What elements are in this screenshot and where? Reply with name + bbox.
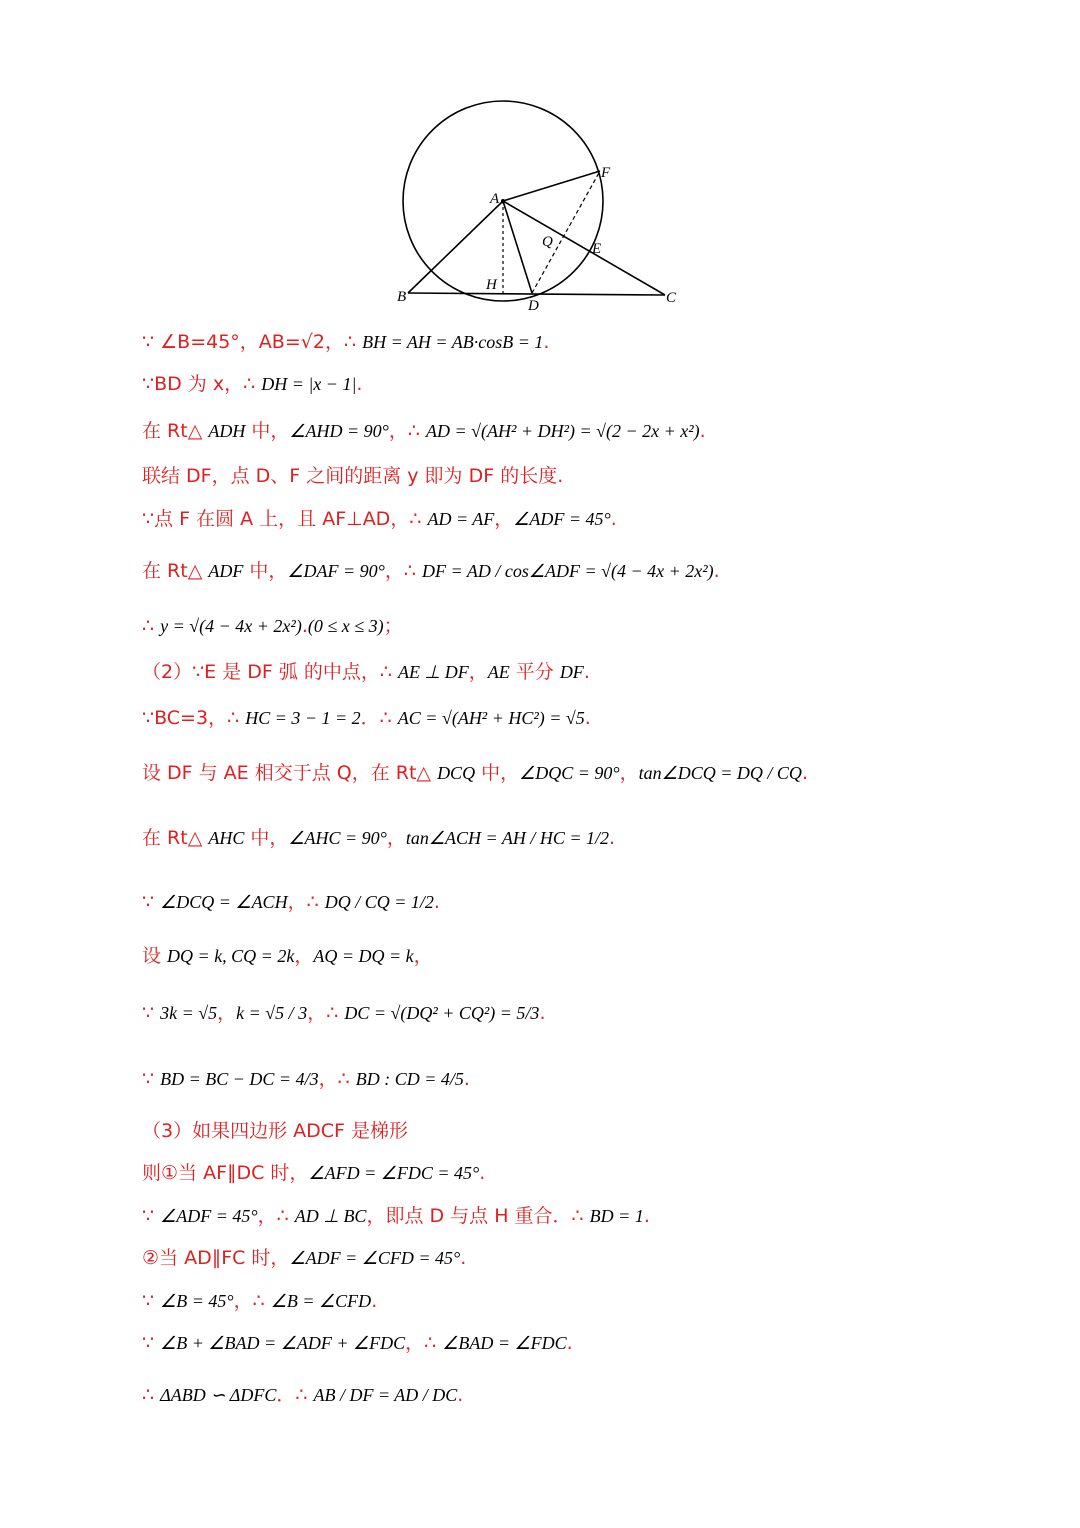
math-expression: BD : CD = 4/5 xyxy=(355,1069,464,1089)
solution-text-run: . xyxy=(609,827,616,849)
solution-text-run: ， xyxy=(619,762,639,784)
math-expression: ∠DCQ = ∠ACH xyxy=(160,892,288,912)
solution-line xyxy=(142,327,549,358)
math-expression: AD = AF xyxy=(427,509,495,529)
math-expression: DH = |x − 1| xyxy=(261,374,357,394)
solution-text-run: 中， xyxy=(245,420,290,442)
solution-text-run: . xyxy=(301,615,308,637)
solution-text-run: ．∴ xyxy=(360,707,398,729)
math-expression: AE ⊥ DF xyxy=(398,662,469,682)
solution-text-run: ∵点 F 在圆 A 上，且 AF⊥AD，∴ xyxy=(142,508,428,530)
solution-text-run: . xyxy=(479,1162,486,1184)
math-expression: DQ / CQ = 1/2 xyxy=(324,892,434,912)
solution-text-run: ， xyxy=(468,661,488,683)
solution-text-run: ∵ xyxy=(142,1205,161,1227)
math-expression: ∠B = 45° xyxy=(160,1291,234,1311)
math-expression: k = √5 / 3 xyxy=(236,1003,308,1023)
label-e: E xyxy=(592,241,602,257)
solution-text-run: （2）∵E 是 DF 弧 的中点，∴ xyxy=(142,661,399,683)
solution-text-run: . xyxy=(371,1290,378,1312)
solution-text-run: ，∴ xyxy=(388,420,427,442)
solution-text-run: . xyxy=(699,420,706,442)
solution-line xyxy=(142,823,615,854)
solution-line xyxy=(142,504,617,535)
math-expression: ∠DAF = 90° xyxy=(287,561,385,581)
solution-text-run: . xyxy=(584,707,591,729)
solution-text-run: 则①当 AF∥DC 时， xyxy=(142,1162,309,1184)
math-expression: DF = AD / cos∠ADF = √(4 − 4x + 2x²) xyxy=(422,561,714,581)
solution-line xyxy=(142,1116,408,1147)
math-expression: ∠AHD = 90° xyxy=(289,421,389,441)
solution-text-run: ．∴ xyxy=(276,1384,314,1406)
label-a: A xyxy=(490,191,500,207)
solution-text-run: ， xyxy=(217,1002,237,1024)
math-expression: ADF xyxy=(208,561,244,581)
math-expression: DF xyxy=(559,662,584,682)
math-expression: tan∠DCQ = DQ / CQ xyxy=(638,763,802,783)
math-expression: tan∠ACH = AH / HC = 1/2 xyxy=(405,828,609,848)
point-a xyxy=(501,199,505,203)
solution-text-run: ②当 AD∥FC 时， xyxy=(142,1247,290,1269)
math-expression: AB / DF = AD / DC xyxy=(313,1385,458,1405)
solution-text-run: . xyxy=(610,508,617,530)
solution-text-run: ， xyxy=(413,945,433,967)
solution-text-run: 平分 xyxy=(509,661,560,683)
math-expression: ∠B = ∠CFD xyxy=(270,1291,372,1311)
solution-text-run: . xyxy=(463,1068,470,1090)
math-expression: ∠BAD = ∠FDC xyxy=(442,1333,567,1353)
math-expression: AC = √(AH² + HC²) = √5 xyxy=(397,708,585,728)
solution-text-run: 在 Rt△ xyxy=(142,827,209,849)
math-expression: DCQ xyxy=(437,763,476,783)
solution-text-run: ∴ xyxy=(343,331,363,353)
solution-text-run: ∴ xyxy=(243,373,262,395)
solution-text-run: ∵ xyxy=(142,891,161,913)
solution-text-run: 在 Rt△ xyxy=(142,420,209,442)
math-expression: ∠ADF = 45° xyxy=(513,509,611,529)
solution-text-run: . xyxy=(643,1205,650,1227)
solution-text-run: . xyxy=(566,1332,573,1354)
solution-text-run: . xyxy=(460,1247,467,1269)
math-expression: ∠AFD = ∠FDC = 45° xyxy=(308,1163,480,1183)
solution-text-run: ∴ xyxy=(142,1384,161,1406)
solution-text-run: （3）如果四边形 ADCF 是梯形 xyxy=(142,1120,408,1142)
math-expression: ∠DQC = 90° xyxy=(519,763,620,783)
math-expression: y = √(4 − 4x + 2x²) xyxy=(160,616,302,636)
solution-text-run: ，∴ xyxy=(307,1002,345,1024)
solution-text-run: 在 Rt△ xyxy=(142,560,209,582)
solution-text-run: ， xyxy=(386,827,406,849)
solution-line xyxy=(142,657,590,688)
math-expression: AHC xyxy=(208,828,245,848)
solution-text-run: 设 xyxy=(142,945,168,967)
math-expression: 3k = √5 xyxy=(160,1003,218,1023)
solution-line xyxy=(142,1380,463,1411)
solution-line xyxy=(142,461,563,492)
solution-text-run: 中， xyxy=(243,560,288,582)
solution-line xyxy=(142,887,440,918)
solution-text-run: ∵ xyxy=(142,1068,161,1090)
solution-line xyxy=(142,556,720,587)
solution-text-run: . xyxy=(433,891,440,913)
solution-line xyxy=(142,369,362,400)
geometry-figure xyxy=(380,95,700,320)
math-expression: HC = 3 − 1 = 2 xyxy=(245,708,361,728)
solution-text-run: . xyxy=(539,1002,546,1024)
solution-line xyxy=(142,1201,650,1232)
solution-line xyxy=(142,1064,470,1095)
solution-text-run: . xyxy=(801,762,808,784)
math-expression: ΔABD ∽ ΔDFC xyxy=(160,1385,277,1405)
solution-text-run: ，∴ xyxy=(318,1068,356,1090)
math-expression: BD = BC − DC = 4/3 xyxy=(160,1069,319,1089)
math-expression: ∠ADF = ∠CFD = 45° xyxy=(289,1248,461,1268)
solution-line xyxy=(142,1243,466,1274)
solution-line xyxy=(142,1158,485,1189)
label-h: H xyxy=(486,277,497,293)
math-expression: AD ⊥ BC xyxy=(294,1206,367,1226)
solution-text-run: . xyxy=(356,373,363,395)
solution-line xyxy=(142,611,403,642)
solution-text-run: ∵ xyxy=(142,1002,161,1024)
solution-text-run: ， xyxy=(494,508,514,530)
solution-text-run: 中， xyxy=(475,762,520,784)
segment-bc xyxy=(408,293,665,295)
math-expression: BH = AH = AB·cosB = 1 xyxy=(362,332,544,352)
solution-text-run: ， xyxy=(294,945,314,967)
solution-line xyxy=(142,1328,573,1359)
math-expression: AE xyxy=(487,662,510,682)
solution-text-run: ，∴ xyxy=(287,891,325,913)
segment-ac xyxy=(503,201,665,295)
solution-text-run: ，∴ xyxy=(257,1205,295,1227)
label-c: C xyxy=(666,290,677,306)
math-expression: ∠B + ∠BAD = ∠ADF + ∠FDC xyxy=(160,1333,406,1353)
solution-text-run: ，∴ xyxy=(233,1290,271,1312)
label-d: D xyxy=(528,298,539,314)
solution-text-run: . xyxy=(713,560,720,582)
solution-text-run: 设 DF 与 AE 相交于点 Q，在 Rt△ xyxy=(142,762,438,784)
solution-text-run: ∵ xyxy=(142,1332,161,1354)
math-expression: AD = √(AH² + DH²) = √(2 − 2x + x²) xyxy=(426,421,700,441)
label-f: F xyxy=(601,165,611,181)
segment-af xyxy=(503,171,600,201)
math-expression: DQ = k, CQ = 2k xyxy=(167,946,295,966)
solution-line xyxy=(142,998,545,1029)
label-q: Q xyxy=(542,234,553,250)
solution-text-run: ，∴ xyxy=(405,1332,443,1354)
math-expression: DC = √(DQ² + CQ²) = 5/3 xyxy=(344,1003,540,1023)
solution-text-run: ∵ xyxy=(142,1290,161,1312)
solution-text-run: ∵ ∠B=45°，AB=√2， xyxy=(142,331,344,353)
solution-text-run: 中， xyxy=(244,827,289,849)
solution-line xyxy=(142,703,591,734)
math-expression: ADH xyxy=(208,421,246,441)
math-expression: BD = 1 xyxy=(589,1206,644,1226)
solution-text-run: . xyxy=(457,1384,464,1406)
math-expression: (0 ≤ x ≤ 3) xyxy=(307,616,384,636)
solution-text-run: 联结 DF，点 D、F 之间的距离 y 即为 DF 的长度. xyxy=(142,465,564,487)
solution-text-run: ∴ xyxy=(142,615,161,637)
solution-line xyxy=(142,416,706,447)
solution-text-run: ∵BC=3，∴ xyxy=(142,707,246,729)
solution-text-run: ∵BD 为 x， xyxy=(142,373,244,395)
solution-text-run: . xyxy=(583,661,590,683)
label-b: B xyxy=(397,289,407,305)
math-expression: ∠ADF = 45° xyxy=(160,1206,258,1226)
solution-line xyxy=(142,941,433,972)
solution-line xyxy=(142,758,808,789)
math-expression: ∠AHC = 90° xyxy=(288,828,387,848)
solution-text-run: ，∴ xyxy=(384,560,423,582)
solution-text-run: ； xyxy=(383,615,403,637)
solution-text-run: ，即点 D 与点 H 重合．∴ xyxy=(366,1205,590,1227)
solution-text-run: . xyxy=(543,331,550,353)
solution-line xyxy=(142,1286,377,1317)
math-expression: AQ = DQ = k xyxy=(313,946,414,966)
